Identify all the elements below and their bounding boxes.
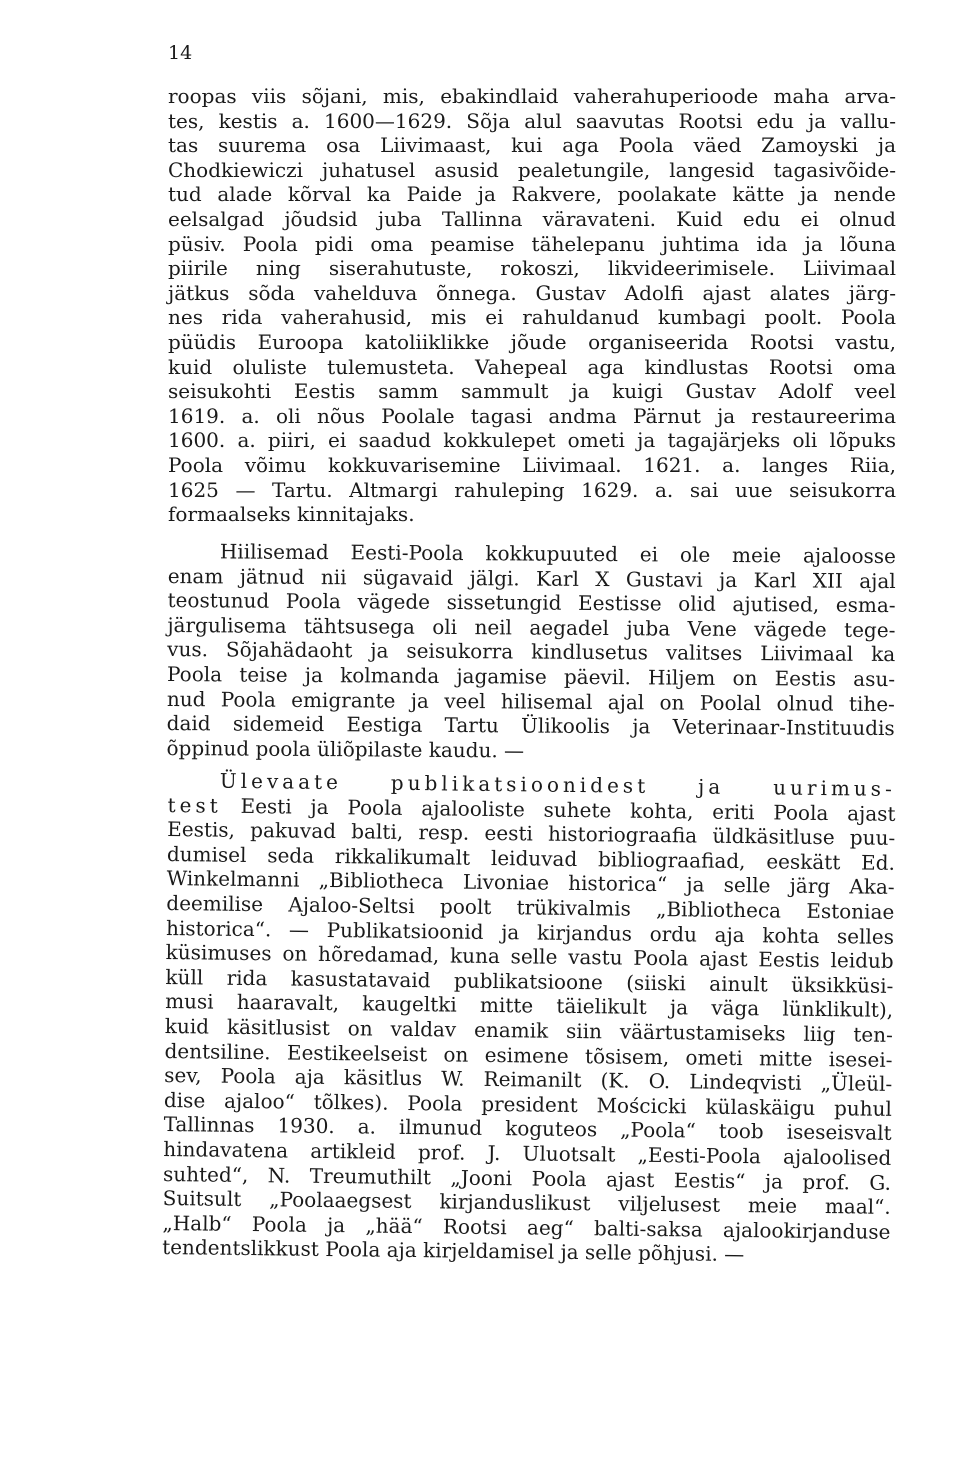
text-line: eelsalgad jõudsid juba Tallinna väravateni. Kuid edu ei olnud xyxy=(168,206,896,231)
text-line: nes rida vaherahusid, mis ei rahuldanud kumbagi poolt. Poola xyxy=(168,305,896,330)
text-line: Tallinnas 1930. a. ilmunud koguteos „Poola“ toob iseseisvalt xyxy=(163,1112,892,1146)
text-line: 1619. a. oli nõus Poolale tagasi andma Pärnut ja restaureerima xyxy=(168,403,896,428)
text-line: järgulisema tähtsusega oli neil aegadel juba Vene vägede tege- xyxy=(167,612,896,642)
text-line: sev, Poola aja käsitlus W. Reimanilt (K. O. Lindeqvisti „Üleül- xyxy=(164,1063,893,1096)
text-line: küll rida kasustatavaid publikatsioone (siiski ainult üksikküsi- xyxy=(165,964,894,998)
text-line: püüdis Euroopa katoliiklikke jõude organiseerida Rootsi vastu, xyxy=(168,329,896,354)
text-line: dise ajaloo“ tõlkes). Poola president Mościcki külaskäigu puhul xyxy=(163,1087,893,1121)
text-line: õppinud poola üliõpilaste kaudu. — xyxy=(166,735,525,763)
text-line: formaalseks kinnitajaks. xyxy=(168,502,415,527)
text-line: piirile ning siserahutuste, rokoszi, likvideerimisele. Liivimaal xyxy=(168,256,896,281)
text-line: dumisel seda rikkalikumalt leiduvad bibliograafiad, eeskätt Ed. xyxy=(166,841,896,875)
text-line: püsiv. Poola pidi oma peamise tähelepanu juhtima ida ja lõuna xyxy=(168,231,896,256)
text-line: seisukohti Eestis samm sammult ja kuigi Gustav Adolf veel xyxy=(168,379,896,404)
text-line: kuid käsitlusist on valdav enamik siin väärtustamiseks liig ten- xyxy=(164,1013,893,1047)
text-line: Eesti ja Poola ajalooliste suhete kohta, eriti Poola ajast xyxy=(240,793,896,826)
spaced-heading-tail: test xyxy=(167,792,222,818)
text-line: teostunud Poola vägede sissetungid Eestisse olid ajutised, esma- xyxy=(167,588,896,618)
text-line: Winkelmanni „Bibliotheca Livoniae historica“ ja selle järg Aka- xyxy=(166,866,895,900)
text-line: küsimuses on hõredamad, kuna selle vastu Poola ajast Eestis leidub xyxy=(165,940,894,974)
text-line: tes, kestis a. 1600—1629. Sõja alul saavutas Rootsi edu ja vallu- xyxy=(168,108,896,133)
paragraph-publications-overview xyxy=(162,768,896,1269)
text-line: 1625 — Tartu. Altmargi rahuleping 1629. a. sai uue seisukorra xyxy=(168,477,896,502)
page-number: 14 xyxy=(168,42,193,64)
text-line: dentsiline. Eestikeelseist on esimene tõsisem, ometi mitte isesei- xyxy=(164,1038,893,1072)
text-line: hindavatena artikleid prof. J. Uluotsalt „Eesti-Poola ajaloolised xyxy=(163,1136,892,1170)
text-line: „Halb“ Poola ja „hää“ Rootsi aeg“ balti-saksa ajalookirjanduse xyxy=(162,1210,891,1244)
text-line: roopas viis sõjani, mis, ebakindlaid vaherahuperioode maha arva- xyxy=(168,84,896,108)
text-line: Eestis, pakuvad balti, resp. eesti historiograafia üldkäsitluse puu- xyxy=(167,817,896,851)
text-line: 1600. a. piiri, ei saadud kokkulepet ometi ja tagajärjeks oli lõpuks xyxy=(168,428,896,453)
text-line: kuid oluliste tulemusteta. Vahepeal aga kindlustas Rootsi oma xyxy=(168,354,896,379)
text-line: nud Poola emigrante ja veel hilisemal ajal on Poolal olnud tihe- xyxy=(166,686,895,716)
text-line: tud alade kõrval ka Paide ja Rakvere, poolakate kätte ja nende xyxy=(168,182,896,207)
text-line: historica“. — Publikatsioonid ja kirjandus ordu aja kohta selles xyxy=(165,915,895,949)
text-line: suhted“, N. Treumuthilt „Jooni Poola ajast Eestis“ ja prof. G. xyxy=(162,1161,892,1195)
text-line: tendentslikkust Poola aja kirjeldamisel ja selle põhjusi. — xyxy=(161,1235,745,1267)
paragraph-polish-swedish-war xyxy=(168,84,896,527)
paragraph-later-contacts xyxy=(166,539,896,765)
spaced-heading: Ülevaate publikatsioonidest ja uurimus- xyxy=(219,768,896,801)
text-line: musi haaravalt, kaugeltki mitte täielikult ja väga lünklikult), xyxy=(165,989,894,1023)
text-line: Suitsult „Poolaaegsest kirjanduslikust viljelusest meie maal“. xyxy=(162,1186,891,1219)
text-line: daid sidemeid Eestiga Tartu Ülikoolis ja Veterinaar-Instituudis xyxy=(166,711,895,741)
text-line: jätkus sõda vahelduva õnnega. Gustav Adolfi ajast alates järg- xyxy=(168,280,896,305)
text-line: Poola teise ja kolmanda jagamise päevil. Hiljem on Eestis asu- xyxy=(166,661,896,692)
text-line: Chodkiewiczi juhatusel asusid pealetungile, langesid tagasivõide- xyxy=(168,157,896,182)
text-line: Hiilisemad Eesti-Poola kokkupuuted ei ole meie ajaloosse xyxy=(219,539,896,569)
text-line: enam jätnud nii sügavaid jälgi. Karl X Gustavi ja Karl XII ajal xyxy=(167,563,896,593)
text-line: deemilise Ajaloo-Seltsi poolt trükivalmis „Bibliotheca Estoniae xyxy=(166,890,895,924)
text-line: Poola võimu kokkuvarisemine Liivimaal. 1621. a. langes Riia, xyxy=(168,452,896,477)
text-line: tas suurema osa Liivimaast, kui aga Poola väed Zamoyski ja xyxy=(168,133,896,158)
text-line: vus. Sõjahädaoht ja seisukorra kindlusetus valitses Liivimaal ka xyxy=(167,637,896,667)
